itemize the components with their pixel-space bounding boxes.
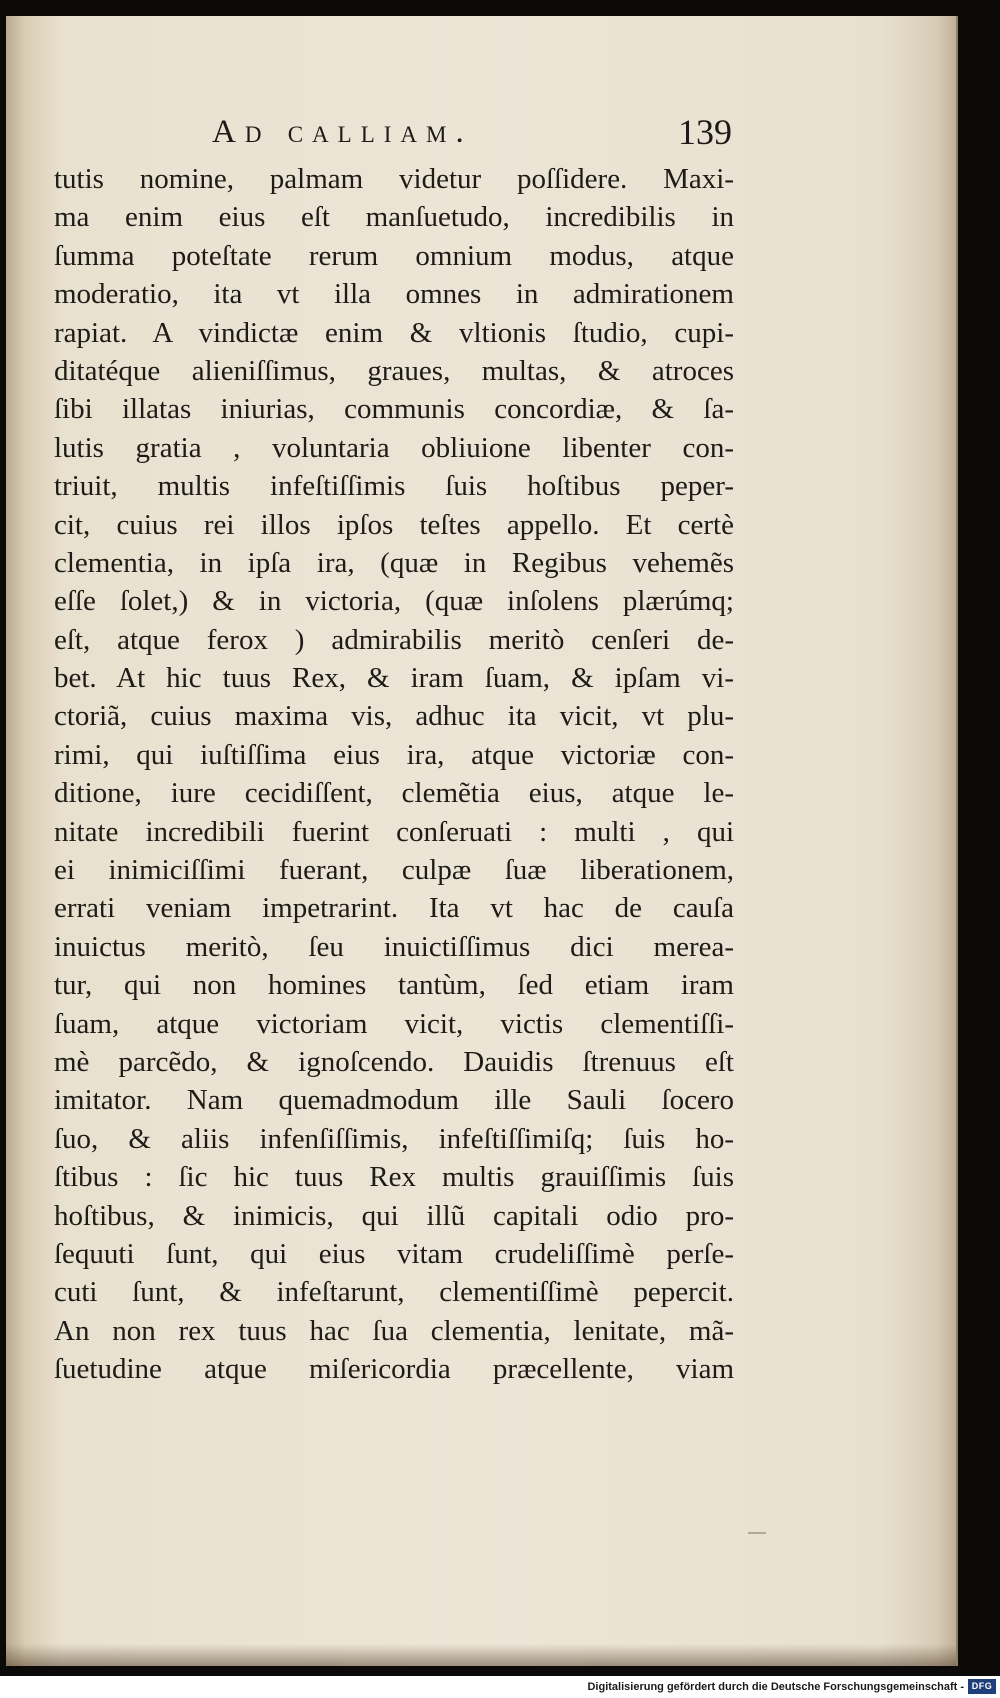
dfg-logo-icon: DFG <box>968 1679 996 1694</box>
text-line: imitator. Nam quemadmodum ille Sauli ſocero <box>54 1084 734 1117</box>
text-line: eſt, atque ferox ) admirabilis meritò cenſeri de- <box>54 623 734 656</box>
text-line: lutis gratia , voluntaria obliuione libenter con- <box>54 431 734 464</box>
text-line: moderatio, ita vt illa omnes in admirationem <box>54 278 734 311</box>
text-line: ditatéque alieniſſimus, graues, multas, & atroces <box>54 354 734 387</box>
text-line: ma enim eius eſt manſuetudo, incredibilis in <box>54 201 734 234</box>
text-line: mè parcẽdo, & ignoſcendo. Dauidis ſtrenuus eſt <box>54 1045 734 1078</box>
text-line: ctoriã, cuius maxima vis, adhuc ita vicit, vt plu- <box>54 700 734 733</box>
text-line: ſuo, & aliis infenſiſſimis, infeſtiſſimiſq; ſuis ho- <box>54 1122 734 1155</box>
pencil-mark <box>748 1532 766 1534</box>
page-number: 139 <box>678 112 732 152</box>
text-line: nitate incredibili fuerint conſeruati : multi , qui <box>54 815 734 848</box>
text-line: An non rex tuus hac ſua clementia, lenitate, mã- <box>54 1314 734 1347</box>
text-line: ſuam, atque victoriam vicit, victis clementiſſi- <box>54 1007 734 1040</box>
text-line: ſumma poteſtate rerum omnium modus, atque <box>54 239 734 272</box>
text-line: eſſe ſolet,) & in victoria, (quæ inſolens plærúmq; <box>54 585 734 618</box>
text-line: bet. At hic tuus Rex, & iram ſuam, & ipſam vi- <box>54 662 734 695</box>
page-edge-shadow <box>6 1644 956 1666</box>
text-line: ſibi illatas iniurias, communis concordiæ, & ſa- <box>54 393 734 426</box>
body-text <box>54 160 734 1389</box>
text-line: ditione, iure cecidiſſent, clemẽtia eius, atque le- <box>54 777 734 810</box>
text-line: ei inimiciſſimi fuerant, culpæ ſuæ liberationem, <box>54 854 734 887</box>
text-line: clementia, in ipſa ira, (quæ in Regibus vehemẽs <box>54 546 734 579</box>
text-line: ſtibus : ſic hic tuus Rex multis grauiſſimis ſuis <box>54 1161 734 1194</box>
text-line: hoſtibus, & inimicis, qui illũ capitali odio pro- <box>54 1199 734 1232</box>
text-line: ſequuti ſunt, qui eius vitam crudeliſſimè perſe- <box>54 1237 734 1270</box>
digitization-credit: Digitalisierung gefördert durch die Deutsche Forschungsgemeinschaft - <box>587 1681 964 1693</box>
text-line: rapiat. A vindictæ enim & vltionis ſtudio, cupi- <box>54 316 734 349</box>
text-line: tutis nomine, palmam videtur poſſidere. Maxi- <box>54 163 734 195</box>
text-line: cuti ſunt, & infeſtarunt, clementiſſimè pepercit. <box>54 1276 734 1309</box>
text-line: cit, cuius rei illos ipſos teſtes appello. Et certè <box>54 508 734 541</box>
paper-leaf <box>6 16 958 1666</box>
text-line: rimi, qui iuſtiſſima eius ira, atque victoriæ con- <box>54 738 734 771</box>
text-line: tur, qui non homines tantùm, ſed etiam iram <box>54 969 734 1002</box>
text-line: ſuetudine atque miſericordia præcellente, viam <box>54 1353 734 1386</box>
running-head: Ad calliam. <box>212 114 473 150</box>
text-line: inuictus meritò, ſeu inuictiſſimus dici merea- <box>54 930 734 963</box>
text-line: errati veniam impetrarint. Ita vt hac de cauſa <box>54 892 734 925</box>
page-header <box>212 108 732 156</box>
text-line: triuit, multis infeſtiſſimis ſuis hoſtibus peper- <box>54 470 734 503</box>
